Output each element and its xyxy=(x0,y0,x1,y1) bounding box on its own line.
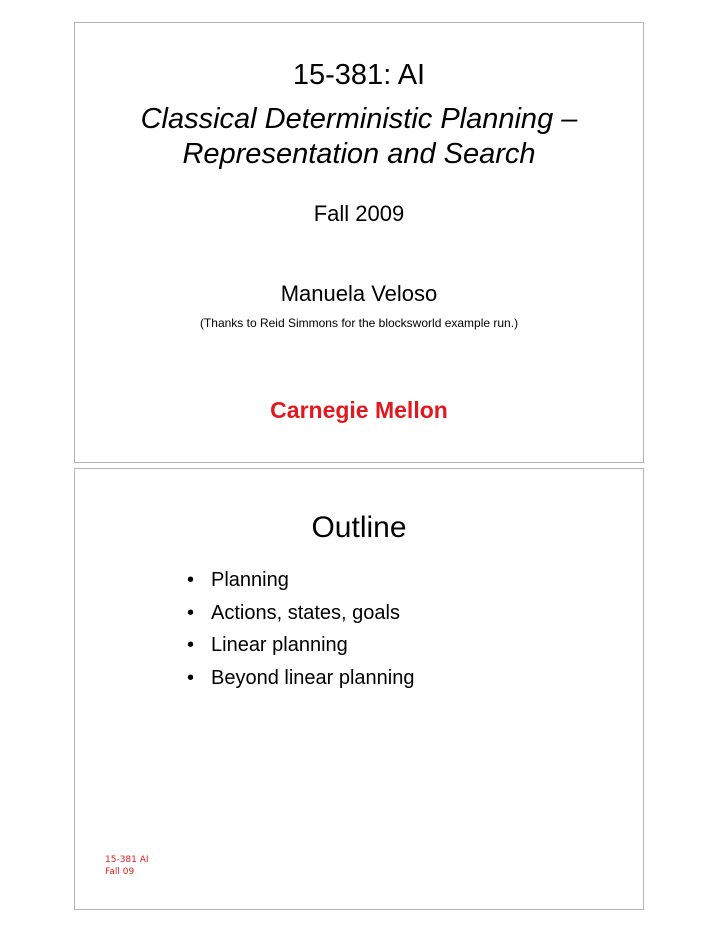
list-item-label: Actions, states, goals xyxy=(211,601,400,624)
list-item xyxy=(187,597,415,630)
title-slide xyxy=(74,22,644,463)
list-item xyxy=(187,662,415,695)
course-title: 15-381: AI xyxy=(292,59,426,91)
footer-course: 15-381 AI xyxy=(105,855,149,865)
bullet-icon: • xyxy=(187,569,195,591)
term-label: Fall 2009 xyxy=(313,201,405,226)
bullet-icon: • xyxy=(187,634,195,656)
slide-footer xyxy=(105,854,149,878)
lecture-title-line-2: Representation and Search xyxy=(182,138,536,170)
bullet-icon: • xyxy=(187,601,195,624)
institution-logo-text: Carnegie Mellon xyxy=(270,397,448,423)
list-item xyxy=(187,629,415,662)
lecture-title-line-1: Classical Deterministic Planning – xyxy=(140,103,578,135)
list-item-label: Beyond linear planning xyxy=(211,666,415,689)
outline-title: Outline xyxy=(311,511,407,544)
footer-term: Fall 09 xyxy=(105,867,135,877)
list-item xyxy=(187,564,415,597)
author-name: Manuela Veloso xyxy=(280,281,438,306)
bullet-icon: • xyxy=(187,666,195,689)
outline-list xyxy=(187,564,415,694)
list-item-label: Planning xyxy=(211,569,289,591)
list-item-label: Linear planning xyxy=(211,634,348,656)
outline-slide xyxy=(74,468,644,910)
acknowledgement-note: (Thanks to Reid Simmons for the blocksworld example run.) xyxy=(199,316,519,330)
